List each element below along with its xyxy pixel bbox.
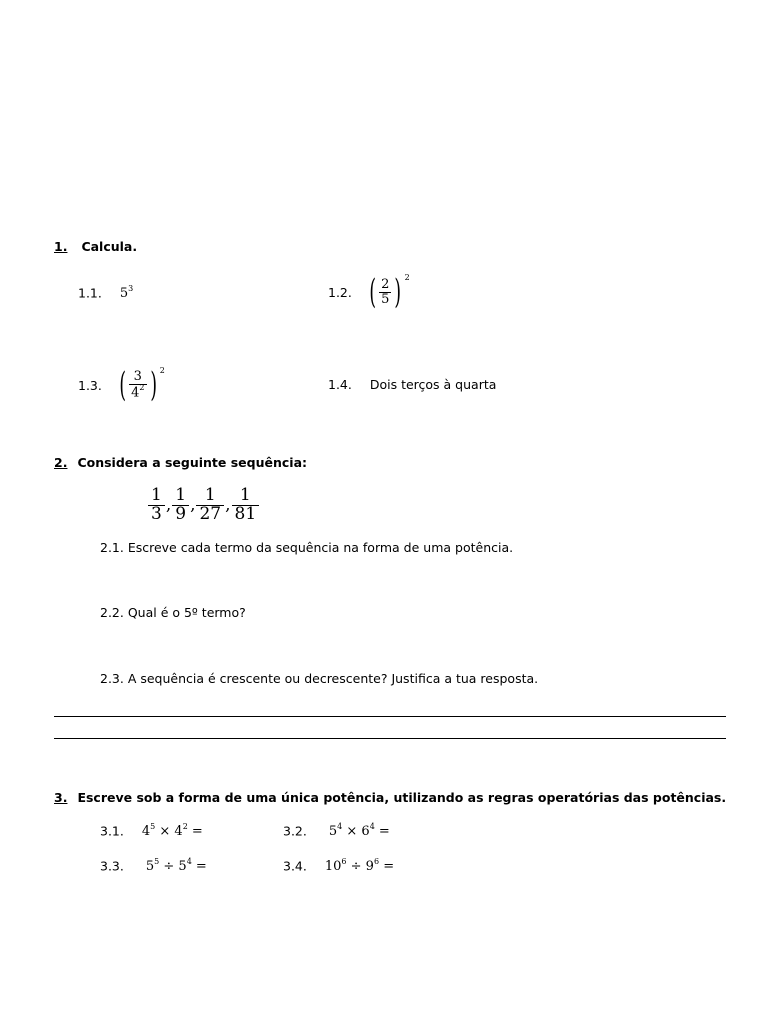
- subquestion-2-1: 2.1. Escreve cada termo da sequência na forma de uma potência.: [100, 540, 514, 555]
- subquestion-2-2: 2.2. Qual é o 5º termo?: [100, 605, 246, 620]
- fraction-power: ( $\frac{3}{4^2}$ ) 2: [119, 365, 165, 405]
- fraction-power: ( $\frac{2}{5}$ ) 2: [369, 272, 410, 312]
- item-1-1: [78, 285, 133, 301]
- item-label: 1.4.: [328, 377, 352, 392]
- item-label: 3.3.: [100, 858, 124, 874]
- question-1-number: 1.: [54, 239, 68, 254]
- item-3-4: [283, 858, 394, 874]
- power-expression: $5^3$: [119, 284, 134, 302]
- item-label: 3.4.: [283, 858, 307, 874]
- item-label: 1.3.: [78, 377, 102, 393]
- fraction-sequence: $\frac{1}{3}$ , $\frac{1}{9}$ , $\frac{1}{27}$ , $\frac{1}{81}$: [148, 487, 259, 524]
- item-label: 3.1.: [100, 823, 124, 839]
- question-3-title: Escreve sob a forma de uma única potência, utilizando as regras operatórias das potências.: [77, 790, 727, 805]
- question-1-title: Calcula.: [81, 239, 138, 254]
- power-expression: $4^5 \times 4^2$ =: [141, 822, 203, 840]
- subquestion-2-3: 2.3. A sequência é crescente ou decrescente? Justifica a tua resposta.: [100, 671, 539, 686]
- question-3-heading: [54, 790, 726, 805]
- item-3-1: [100, 823, 203, 839]
- item-1-3: [78, 363, 165, 407]
- question-2-number: 2.: [54, 455, 68, 470]
- fraction: $\frac{3}{4^2}$: [131, 369, 145, 401]
- answer-line[interactable]: [54, 738, 726, 739]
- power-expression: $5^5 \div 5^4$ =: [145, 857, 207, 875]
- item-text: Dois terços à quarta: [369, 377, 497, 392]
- question-2-title: Considera a seguinte sequência:: [77, 455, 308, 470]
- power-expression: $5^4 \times 6^4$ =: [328, 822, 390, 840]
- power-expression: $10^6 \div 9^6$ =: [324, 857, 395, 875]
- sequence-term: $\frac{1}{3}$: [148, 487, 165, 524]
- answer-line[interactable]: [54, 716, 726, 717]
- question-3-number: 3.: [54, 790, 68, 805]
- sequence-term: $\frac{1}{27}$: [196, 487, 224, 524]
- sequence-term: $\frac{1}{81}$: [232, 487, 260, 524]
- sequence-term: $\frac{1}{9}$: [172, 487, 189, 524]
- item-1-4: [328, 377, 496, 392]
- item-3-3: [100, 858, 207, 874]
- fraction: $\frac{2}{5}$: [381, 276, 390, 307]
- question-1-heading: [54, 239, 137, 254]
- item-3-2: [283, 823, 390, 839]
- question-2-heading: [54, 455, 307, 470]
- item-label: 3.2.: [283, 823, 307, 839]
- item-label: 1.2.: [328, 284, 352, 300]
- item-label: 1.1.: [78, 285, 102, 301]
- item-1-2: [328, 270, 410, 314]
